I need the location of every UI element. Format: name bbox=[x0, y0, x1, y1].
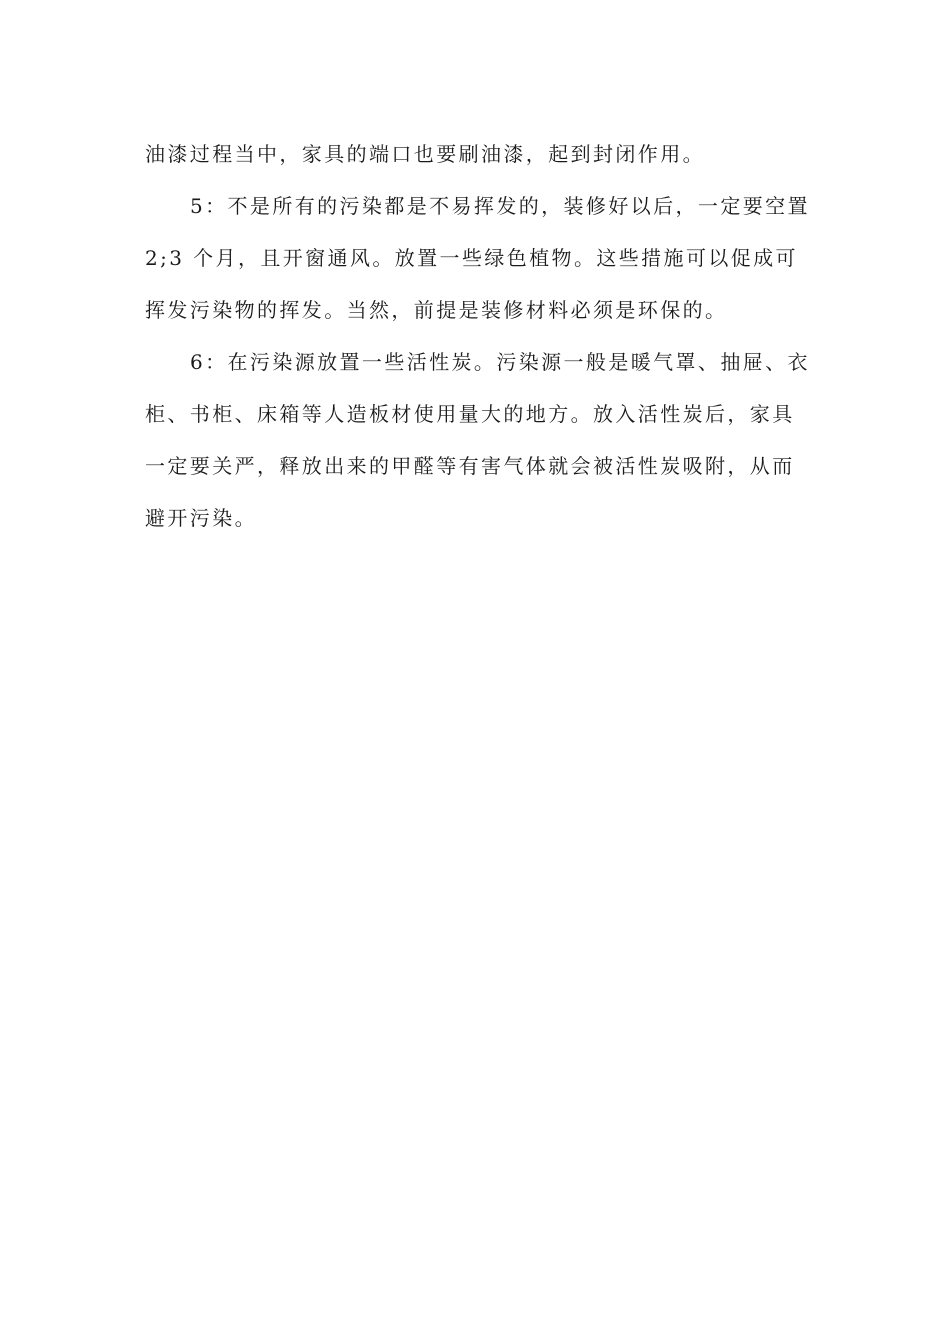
text-line: 一定要关严，释放出来的甲醛等有害气体就会被活性炭吸附，从而 bbox=[145, 454, 795, 478]
paragraph-continuation bbox=[145, 128, 807, 180]
text-line: 6：在污染源放置一些活性炭。污染源一般是暖气罩、抽屉、衣 bbox=[190, 350, 810, 374]
text-line: 油漆过程当中，家具的端口也要刷油漆，起到封闭作用。 bbox=[145, 142, 705, 166]
text-line: 2;3 个月，且开窗通风。放置一些绿色植物。这些措施可以促成可 bbox=[145, 246, 798, 270]
paragraph-item-5 bbox=[145, 180, 810, 336]
paragraph-item-6 bbox=[145, 336, 810, 544]
text-line: 避开污染。 bbox=[145, 506, 257, 530]
text-line: 挥发污染物的挥发。当然，前提是装修材料必须是环保的。 bbox=[145, 298, 728, 322]
text-line: 5：不是所有的污染都是不易挥发的，装修好以后，一定要空置 bbox=[190, 194, 810, 218]
text-line: 柜、书柜、床箱等人造板材使用量大的地方。放入活性炭后，家具 bbox=[145, 402, 795, 426]
document-body bbox=[145, 128, 810, 544]
